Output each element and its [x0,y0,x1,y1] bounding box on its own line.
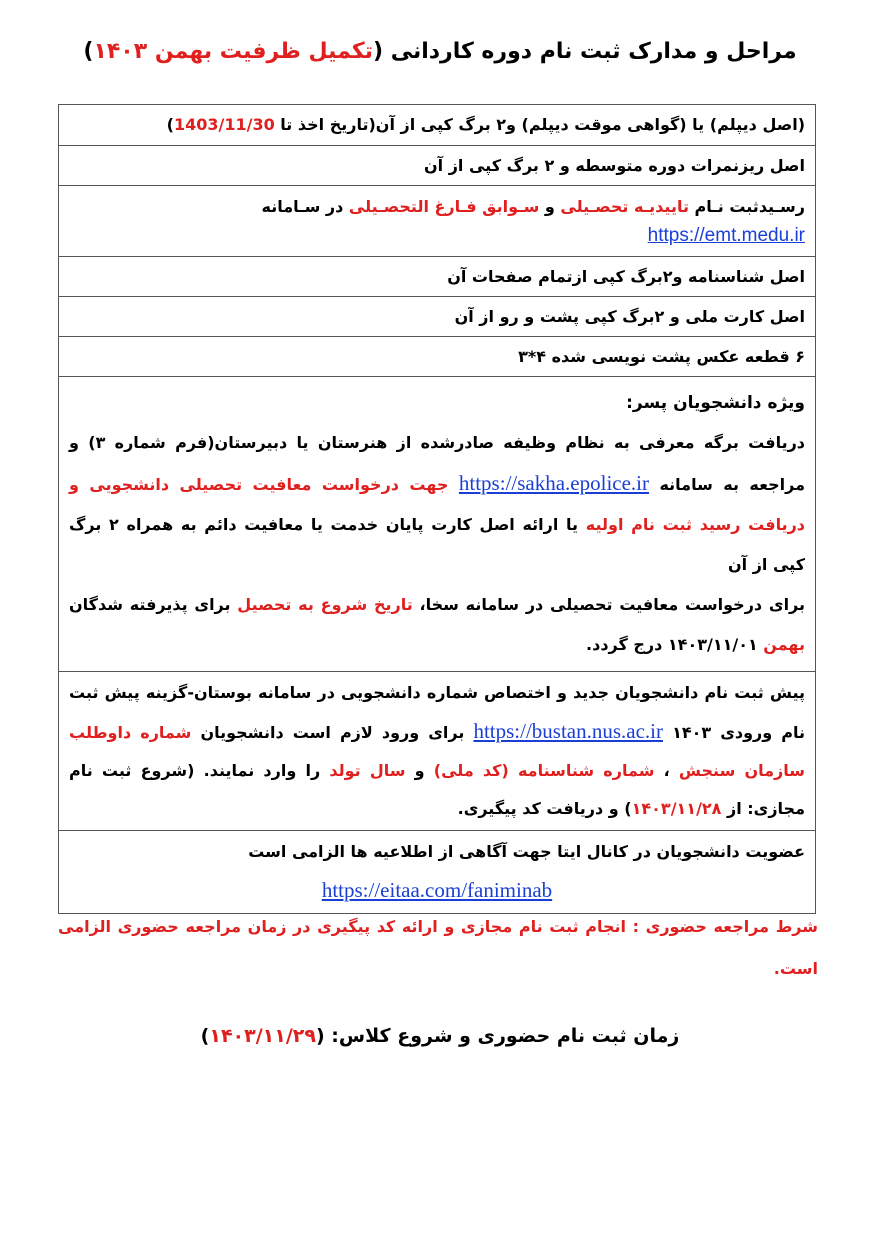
requirements-table [58,104,816,914]
title-open-paren: ( [372,39,384,64]
eitaa-text: عضویت دانشجویان در کانال ایتا جهت آگاهی از اطلاعیه ها الزامی است [248,842,805,861]
attendance-note: شرط مراجعه حضوری : انجام ثبت نام مجازی و ارائه کد پیگیری در زمان مراجعه حضوری الزامی است. [58,917,818,978]
row-verification-text-2: و [539,197,561,216]
registration-time-open: ( [316,1025,325,1047]
registration-time-date: ۱۴۰۳/۱۱/۲۹ [209,1025,316,1047]
male-students-text-3: برای درخواست معافیت تحصیلی در سامانه سخا، [412,595,806,614]
bustan-text-2: برای ورود لازم است دانشجویان [191,723,474,742]
bustan-highlight-3: سال تولد [329,761,406,780]
registration-time-text: زمان ثبت نام حضوری و شروع کلاس: [324,1025,680,1047]
emt-medu-link[interactable]: https://emt.medu.ir [647,225,805,246]
row-photos-text: ۶ قطعه عکس پشت نویسی شده ۴*۳ [518,347,805,366]
bustan-link[interactable]: https://bustan.nus.ac.ir [473,719,664,743]
title-close-paren: ) [83,39,94,64]
eitaa-link[interactable]: https://eitaa.com/faniminab [321,878,553,902]
row-transcript-text: اصل ریزنمرات دوره متوسطه و ۲ برگ کپی از آن [424,156,805,175]
registration-time-close: ) [200,1025,210,1047]
row-national-card [59,297,816,337]
row-verification-highlight-2: سـوابق فـارغ التحصـیلی [348,197,540,216]
row-photos [59,337,816,377]
registration-time [60,1020,820,1052]
table-row [59,377,816,672]
page-title [60,34,820,70]
male-students-highlight-1: جهت درخواست معافیت تحصیلی دانشجویی و دریافت رسید ثبت نام اولیه [69,475,806,534]
male-students-heading: ویژه دانشجویان پسر: [626,393,805,413]
row-verification [59,186,816,257]
male-students-highlight-2: تاریخ شروع به تحصیل [237,595,413,614]
table-row [59,146,816,186]
title-main: مراحل و مدارک ثبت نام دوره کاردانی [390,39,797,64]
male-students-text-4: برای پذیرفته شدگان [69,595,238,614]
row-diploma-text: (اصل دیپلم) یا (گواهی موقت دیپلم) و۲ برگ کپی از آن(تاریخ اخذ تا [274,115,805,134]
title-highlight: تکمیل ظرفیت بهمن ۱۴۰۳ [93,39,373,64]
table-row [59,297,816,337]
bustan-highlight-2: شماره شناسنامه (کد ملی) [433,761,655,780]
bustan-text-6: ) و دریافت کد پیگیری. [457,799,632,818]
table-row [59,337,816,377]
male-students-text-1: دریافت برگه معرفی به نظام وظیفه صادرشده از هنرستان یا دبیرستان(فرم شماره ۳) و مراجعه به سامانه [69,433,806,494]
table-row [59,105,816,146]
male-students-text-5: ۱۴۰۳/۱۱/۰۱ درج گردد. [586,635,764,654]
table-row [59,257,816,297]
row-diploma-end: ) [166,115,174,134]
sakha-link[interactable]: https://sakha.epolice.ir [458,471,650,495]
bustan-highlight-4: ۱۴۰۳/۱۱/۲۸ [631,799,722,818]
row-verification-text-1: رسـیدثبت نـام [688,197,805,216]
row-birth-certificate-text: اصل شناسنامه و۲برگ کپی ازتمام صفحات آن [447,267,805,286]
bustan-text-4: و [405,761,434,780]
row-verification-highlight-1: تاییدیـه تحصـیلی [560,197,689,216]
row-birth-certificate [59,257,816,297]
male-students-highlight-3: بهمن [763,635,805,654]
table-row [59,831,816,914]
bustan-text-5: را وارد نمایند. (شروع ثبت نام مجازی: از [69,761,805,818]
bustan-text-1: پیش ثبت نام دانشجویان جدید و اختصاص شماره دانشجویی در سامانه بوستان-گزینه پیش ثبت نام ورودی ۱۴۰۳ [69,683,806,742]
row-diploma [59,105,816,146]
row-male-students [59,377,816,672]
table-row [59,672,816,831]
row-eitaa [59,831,816,914]
row-diploma-date: 1403/11/30 [173,115,275,134]
bustan-highlight-1: شماره داوطلب سازمان سنجش [69,723,806,780]
row-verification-text-3: در سـامانه [261,197,349,216]
row-transcript [59,146,816,186]
row-bustan [59,672,816,831]
bustan-text-3: ، [654,761,679,780]
row-national-card-text: اصل کارت ملی و ۲برگ کپی پشت و رو از آن [454,307,805,326]
table-row [59,186,816,257]
male-students-text-2: یا ارائه اصل کارت پایان خدمت یا معافیت دائم به همراه ۲ برگ کپی از آن [69,515,805,574]
